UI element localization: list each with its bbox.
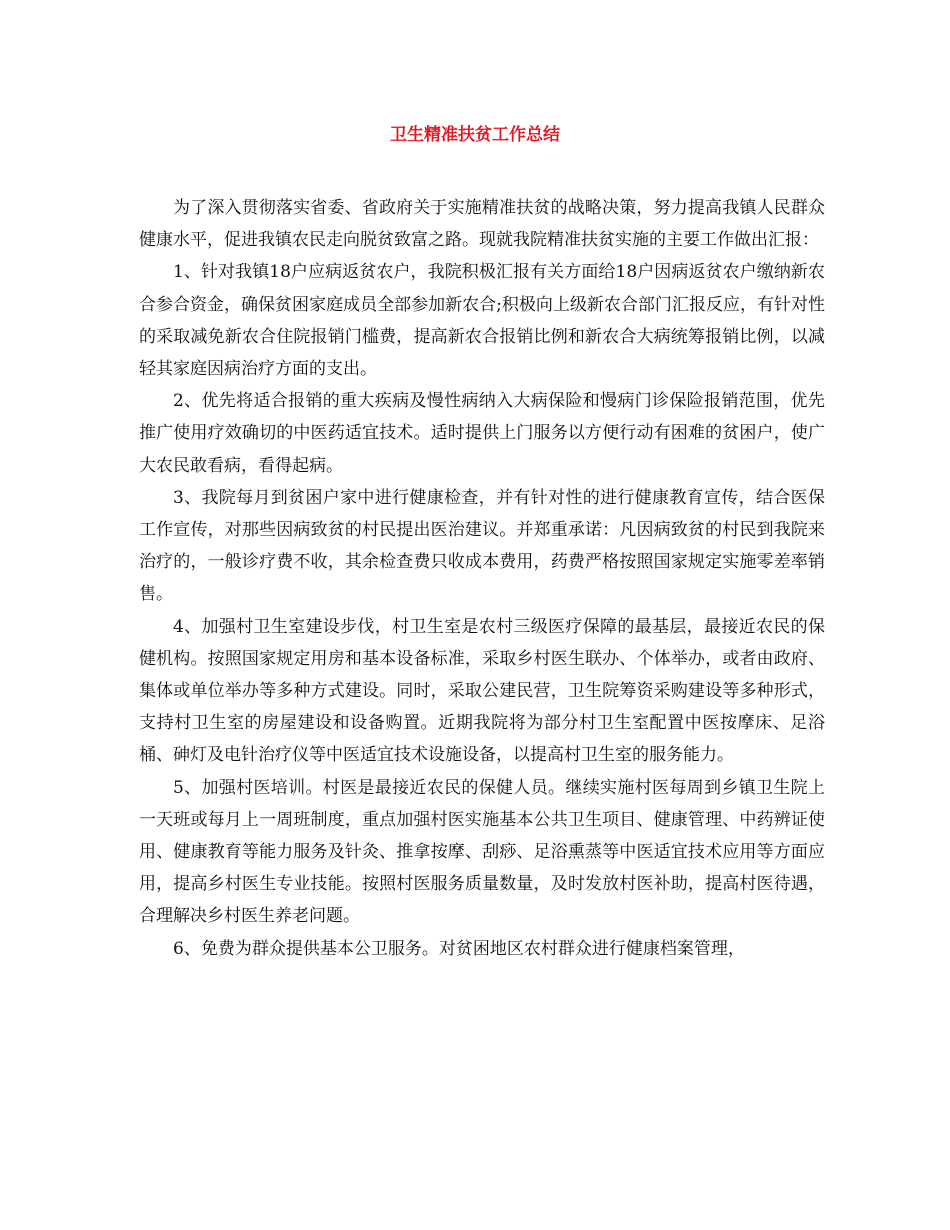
paragraph-item-4: 4、加强村卫生室建设步伐，村卫生室是农村三级医疗保障的最基层，最接近农民的保健机构。按照国家规定用房和基本设备标准，采取乡村医生联办、个体举办，或者由政府、集体或单位举办等多种方式建设。同时，采取公建民营，卫生院筹资采购建设等多种形式，支持村卫生室的房屋建设和设备购置。近期我院将为部分村卫生室配置中医按摩床、足浴桶、砷灯及电针治疗仪等中医适宜技术设施设备，以提高村卫生室的服务能力。 [139,616,825,766]
paragraph-item-5: 5、加强村医培训。村医是最接近农民的保健人员。继续实施村医每周到乡镇卫生院上一天班或每月上一周班制度，重点加强村医实施基本公共卫生项目、健康管理、中药辨证使用、健康教育等能力服务及针灸、推拿按摩、刮痧、足浴熏蒸等中医适宜技术应用等方面应用，提高乡村医生专业技能。按照村医服务质量数量，及时发放村医补助，提高村医待遇，合理解决乡村医生养老问题。 [139,777,825,927]
document-body [139,192,825,965]
paragraph-intro: 为了深入贯彻落实省委、省政府关于实施精准扶贫的战略决策，努力提高我镇人民群众健康水平，促进我镇农民走向脱贫致富之路。现就我院精准扶贫实施的主要工作做出汇报： [139,198,825,251]
paragraph-item-6: 6、免费为群众提供基本公卫服务。对贫困地区农村群众进行健康档案管理， [173,938,745,959]
paragraph-item-2: 2、优先将适合报销的重大疾病及慢性病纳入大病保险和慢病门诊保险报销范围，优先推广使用疗效确切的中医药适宜技术。适时提供上门服务以方便行动有困难的贫困户，使广大农民敢看病，看得起病。 [139,391,825,476]
paragraph-item-3: 3、我院每月到贫困户家中进行健康检查，并有针对性的进行健康教育宣传，结合医保工作宣传，对那些因病致贫的村民提出医治建议。并郑重承诺：凡因病致贫的村民到我院来治疗的，一般诊疗费不收，其余检查费只收成本费用，药费严格按照国家规定实施零差率销售。 [139,487,825,605]
document-title: 卫生精准扶贫工作总结 [390,125,560,145]
paragraph-item-1: 1、针对我镇18户应病返贫农户，我院积极汇报有关方面给18户因病返贫农户缴纳新农合参合资金，确保贫困家庭成员全部参加新农合;积极向上级新农合部门汇报反应，有针对性的采取减免新农合住院报销门槛费，提高新农合报销比例和新农合大病统筹报销比例，以减轻其家庭因病治疗方面的支出。 [139,262,825,380]
